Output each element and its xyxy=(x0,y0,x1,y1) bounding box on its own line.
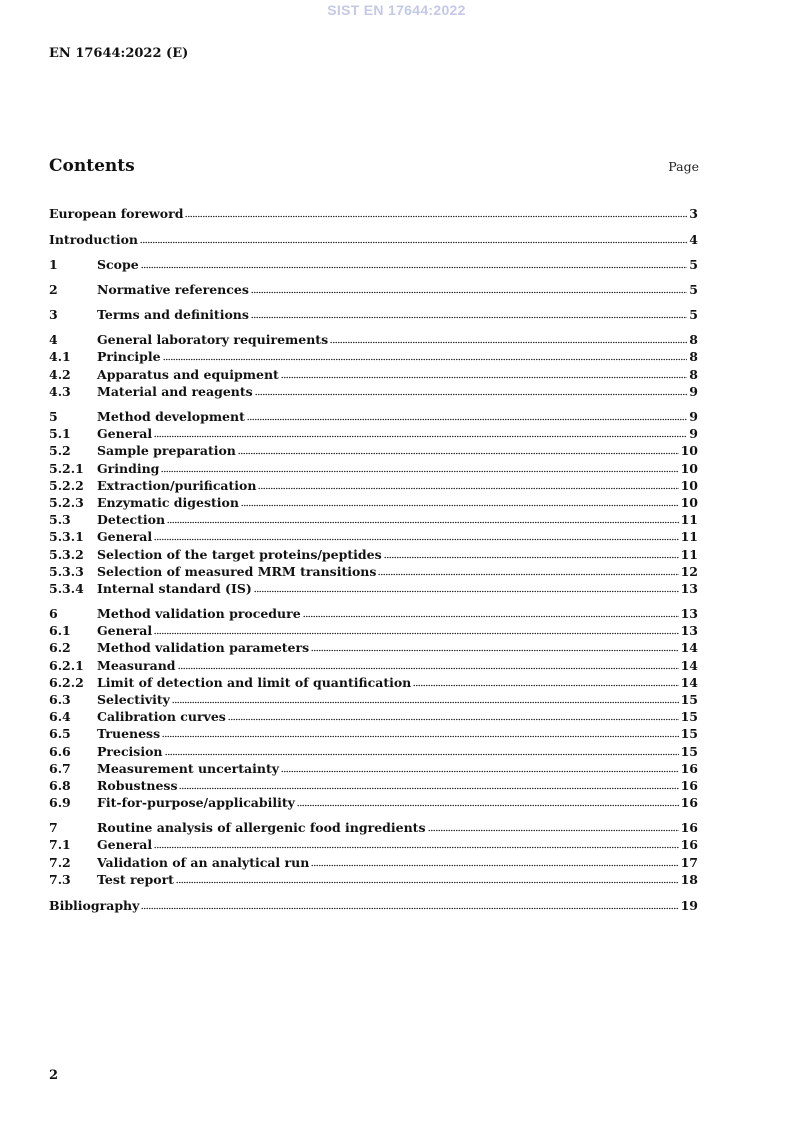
toc-entry-title: Detection xyxy=(97,512,166,527)
toc-entry-number: 7.3 xyxy=(49,872,71,887)
toc-entry-number: 6.8 xyxy=(49,778,71,793)
dot-leader xyxy=(281,770,679,774)
toc-entry[interactable] xyxy=(49,231,698,248)
watermark: SIST EN 17644:2022 xyxy=(327,2,466,18)
toc-entry-title: General xyxy=(97,529,153,544)
toc-entry-page: 15 xyxy=(680,692,698,707)
toc-entry[interactable] xyxy=(49,408,698,425)
dot-leader xyxy=(228,718,679,722)
toc-entry[interactable] xyxy=(49,348,698,365)
toc-entry-page: 8 xyxy=(689,367,698,382)
toc-entry-number: 7.2 xyxy=(49,855,71,870)
toc-entry[interactable] xyxy=(49,460,698,477)
dot-leader xyxy=(165,753,679,757)
toc-entry[interactable] xyxy=(49,366,698,383)
toc-entry[interactable] xyxy=(49,708,698,725)
toc-entry[interactable] xyxy=(49,477,698,494)
toc-entry-page: 11 xyxy=(680,512,698,527)
toc-entry-page: 9 xyxy=(689,409,698,424)
toc-entry-number: 5.3.4 xyxy=(49,581,84,596)
toc-entry-page: 14 xyxy=(680,675,698,690)
dot-leader xyxy=(162,735,678,739)
toc-entry-page: 4 xyxy=(689,232,698,247)
toc-entry[interactable] xyxy=(49,854,698,871)
toc-entry-title: Material and reagents xyxy=(97,384,253,399)
document-id: EN 17644:2022 (E) xyxy=(49,46,189,61)
toc-entry-title: Test report xyxy=(97,872,174,887)
toc-entry-number: 4.3 xyxy=(49,384,71,399)
toc-entry-title: Measurand xyxy=(97,658,176,673)
toc-entry-page: 11 xyxy=(680,547,698,562)
toc-entry[interactable] xyxy=(49,205,698,222)
dot-leader xyxy=(384,556,679,560)
toc-entry[interactable] xyxy=(49,725,698,742)
toc-entry[interactable] xyxy=(49,622,698,639)
toc-entry-title: Limit of detection and limit of quantification xyxy=(97,675,412,690)
toc-entry-number: 5.3.2 xyxy=(49,547,84,562)
toc-entry-title: Routine analysis of allergenic food ingredients xyxy=(97,820,426,835)
toc-entry[interactable] xyxy=(49,819,698,836)
toc-entry-number: 4 xyxy=(49,332,58,347)
toc-entry-page: 5 xyxy=(689,282,698,297)
toc-entry-title: Trueness xyxy=(97,726,161,741)
toc-entry-page: 15 xyxy=(680,709,698,724)
dot-leader xyxy=(330,341,687,345)
dot-leader xyxy=(303,615,679,619)
toc-entry-title: Apparatus and equipment xyxy=(97,367,279,382)
toc-entry-page: 10 xyxy=(680,461,698,476)
toc-entry-page: 18 xyxy=(680,872,698,887)
toc-entry-number: 6.5 xyxy=(49,726,71,741)
toc-entry-title: Selectivity xyxy=(97,692,170,707)
toc-entry-page: 5 xyxy=(689,307,698,322)
toc-entry-page: 9 xyxy=(689,384,698,399)
toc-entry-number: 6.2 xyxy=(49,640,71,655)
toc-entry-title: Sample preparation xyxy=(97,443,236,458)
toc-entry-number: 5.1 xyxy=(49,426,71,441)
toc-entry[interactable] xyxy=(49,383,698,400)
toc-entry-page: 15 xyxy=(680,726,698,741)
dot-leader xyxy=(167,521,679,525)
toc-entry-title: Normative references xyxy=(97,282,249,297)
toc-entry[interactable] xyxy=(49,442,698,459)
dot-leader xyxy=(247,418,687,422)
toc-entry-title: Fit-for-purpose/applicability xyxy=(97,795,295,810)
toc-entry-title: Robustness xyxy=(97,778,178,793)
toc-entry-page: 14 xyxy=(680,640,698,655)
toc-entry-title: Precision xyxy=(97,744,163,759)
toc-entry-page: 9 xyxy=(689,426,698,441)
dot-leader xyxy=(185,215,687,219)
toc-entry-title: Scope xyxy=(97,257,139,272)
toc-entry-page: 8 xyxy=(689,332,698,347)
toc-entry[interactable] xyxy=(49,256,698,273)
dot-leader xyxy=(163,358,688,362)
toc-entry-number: 5.2 xyxy=(49,443,71,458)
dot-leader xyxy=(161,470,678,474)
toc-entry-page: 8 xyxy=(689,349,698,364)
toc-entry-number: 7 xyxy=(49,820,58,835)
toc-entry-number: 2 xyxy=(49,282,58,297)
toc-entry-page: 16 xyxy=(680,795,698,810)
toc-entry-number: 5.2.3 xyxy=(49,495,84,510)
toc-entry[interactable] xyxy=(49,494,698,511)
toc-entry-number: 3 xyxy=(49,307,58,322)
toc-entry[interactable] xyxy=(49,546,698,563)
contents-title: Contents xyxy=(49,156,135,176)
toc-entry-title: Method validation procedure xyxy=(97,606,301,621)
dot-leader xyxy=(176,881,679,885)
dot-leader xyxy=(172,701,679,705)
toc-entry-number: 5.3.1 xyxy=(49,529,84,544)
dot-leader xyxy=(255,393,688,397)
toc-entry-number: 5 xyxy=(49,409,58,424)
dot-leader xyxy=(281,376,687,380)
toc-entry-page: 14 xyxy=(680,658,698,673)
dot-leader xyxy=(154,538,678,542)
toc-entry[interactable] xyxy=(49,639,698,656)
toc-entry-page: 3 xyxy=(689,206,698,221)
dot-leader xyxy=(241,504,679,508)
toc-entry-title: General laboratory requirements xyxy=(97,332,329,347)
dot-leader xyxy=(254,590,679,594)
dot-leader xyxy=(311,864,678,868)
contents-header xyxy=(49,156,699,176)
toc-entry[interactable] xyxy=(49,836,698,853)
toc-entry-number: 1 xyxy=(49,257,58,272)
toc-entry[interactable] xyxy=(49,563,698,580)
toc-entry-page: 16 xyxy=(680,837,698,852)
toc-entry-page: 13 xyxy=(680,606,698,621)
toc-entry-number: 5.3.3 xyxy=(49,564,84,579)
toc-entry-title: General xyxy=(97,426,153,441)
toc-entry-title: Method validation parameters xyxy=(97,640,310,655)
toc-entry-page: 16 xyxy=(680,778,698,793)
toc-entry-number: 6 xyxy=(49,606,58,621)
toc-entry-page: 5 xyxy=(689,257,698,272)
dot-leader xyxy=(413,684,678,688)
toc-entry-number: 5.2.2 xyxy=(49,478,84,493)
dot-leader xyxy=(311,649,678,653)
toc-entry-page: 16 xyxy=(680,761,698,776)
toc-entry-title: Selection of the target proteins/peptides xyxy=(97,547,382,562)
toc-entry-title: Extraction/purification xyxy=(97,478,257,493)
toc-entry-title: Internal standard (IS) xyxy=(97,581,252,596)
toc-entry-title: Method development xyxy=(97,409,245,424)
toc-entry-title: Grinding xyxy=(97,461,160,476)
dot-leader xyxy=(251,316,687,320)
toc-entry-page: 16 xyxy=(680,820,698,835)
toc-entry-title: Measurement uncertainty xyxy=(97,761,280,776)
toc-entry-page: 13 xyxy=(680,581,698,596)
toc-entry-page: 19 xyxy=(680,898,698,913)
dot-leader xyxy=(297,804,679,808)
toc-entry-number: 5.3 xyxy=(49,512,71,527)
dot-leader xyxy=(238,452,679,456)
dot-leader xyxy=(428,829,679,833)
toc-entry-page: 13 xyxy=(680,623,698,638)
toc-entry[interactable] xyxy=(49,425,698,442)
toc-entry-number: 4.2 xyxy=(49,367,71,382)
toc-entry[interactable] xyxy=(49,331,698,348)
toc-entry-number: 4.1 xyxy=(49,349,71,364)
toc-entry-page: 12 xyxy=(680,564,698,579)
toc-entry[interactable] xyxy=(49,580,698,597)
toc-entry-number: 6.4 xyxy=(49,709,71,724)
page-column-label: Page xyxy=(668,159,699,174)
toc-entry[interactable] xyxy=(49,281,698,298)
dot-leader xyxy=(141,907,678,911)
toc-entry[interactable] xyxy=(49,691,698,708)
toc-entry-page: 17 xyxy=(680,855,698,870)
toc-entry-title: Introduction xyxy=(49,232,139,247)
toc-entry-page: 15 xyxy=(680,744,698,759)
toc-entry-page: 10 xyxy=(680,495,698,510)
toc-entry-title: Calibration curves xyxy=(97,709,226,724)
toc-entry-number: 6.2.1 xyxy=(49,658,84,673)
toc-entry-page: 10 xyxy=(680,443,698,458)
toc-entry[interactable] xyxy=(49,306,698,323)
dot-leader xyxy=(154,846,678,850)
toc-entry[interactable] xyxy=(49,511,698,528)
toc-entry-number: 7.1 xyxy=(49,837,71,852)
toc-entry-title: General xyxy=(97,837,153,852)
dot-leader xyxy=(258,487,678,491)
dot-leader xyxy=(179,787,678,791)
toc-entry-title: European foreword xyxy=(49,206,184,221)
toc-entry-number: 5.2.1 xyxy=(49,461,84,476)
toc-entry[interactable] xyxy=(49,897,698,914)
toc-entry-number: 6.1 xyxy=(49,623,71,638)
toc-entry[interactable] xyxy=(49,743,698,760)
dot-leader xyxy=(140,241,687,245)
toc-entry-number: 6.3 xyxy=(49,692,71,707)
toc-entry-number: 6.6 xyxy=(49,744,71,759)
toc-entry-title: Enzymatic digestion xyxy=(97,495,239,510)
dot-leader xyxy=(178,667,679,671)
toc-entry[interactable] xyxy=(49,760,698,777)
toc-entry-title: General xyxy=(97,623,153,638)
toc-entry[interactable] xyxy=(49,777,698,794)
toc-entry[interactable] xyxy=(49,605,698,622)
toc-entry-title: Principle xyxy=(97,349,161,364)
toc-entry-number: 6.9 xyxy=(49,795,71,810)
toc-entry[interactable] xyxy=(49,871,698,888)
toc-entry-title: Selection of measured MRM transitions xyxy=(97,564,377,579)
toc-entry[interactable] xyxy=(49,528,698,545)
toc-entry[interactable] xyxy=(49,657,698,674)
toc-entry-title: Bibliography xyxy=(49,898,140,913)
page-number: 2 xyxy=(49,1068,59,1083)
toc-entry-title: Validation of an analytical run xyxy=(97,855,310,870)
dot-leader xyxy=(154,435,687,439)
toc-entry-title: Terms and definitions xyxy=(97,307,249,322)
dot-leader xyxy=(141,266,688,270)
toc-entry-page: 11 xyxy=(680,529,698,544)
toc-entry-number: 6.2.2 xyxy=(49,675,84,690)
toc-entry[interactable] xyxy=(49,794,698,811)
dot-leader xyxy=(378,573,678,577)
toc-entry-page: 10 xyxy=(680,478,698,493)
toc-entry[interactable] xyxy=(49,674,698,691)
dot-leader xyxy=(251,291,687,295)
toc-entry-number: 6.7 xyxy=(49,761,71,776)
dot-leader xyxy=(154,632,678,636)
